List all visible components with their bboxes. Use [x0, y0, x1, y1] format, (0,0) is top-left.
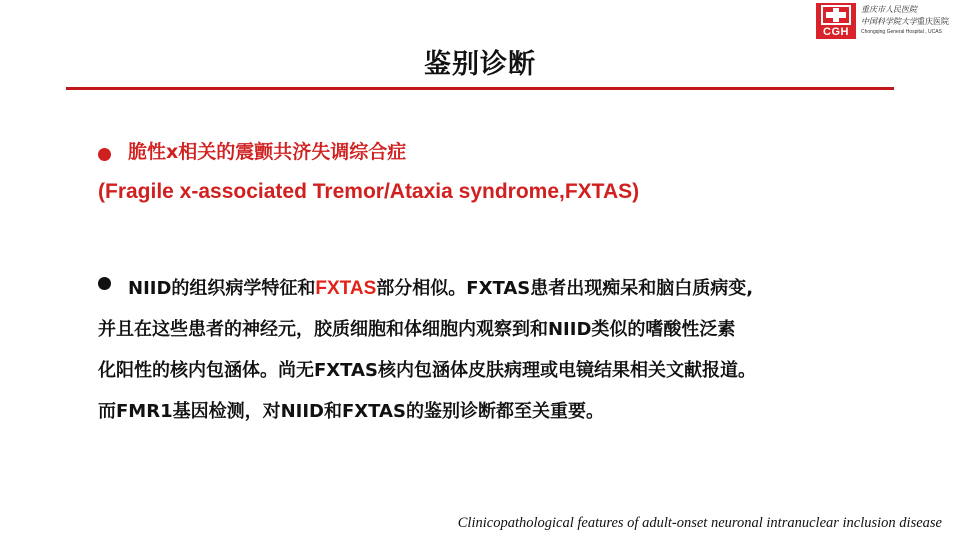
page-title: 鉴别诊断: [424, 49, 536, 80]
logo-abbreviation: CGH: [823, 26, 849, 38]
title-divider: [66, 87, 894, 90]
paragraph-line-3: 化阳性的核内包涵体。尚无FXTAS核内包涵体皮肤病理或电镜结果相关文献报道。: [98, 360, 756, 381]
paragraph-text-segment: 部分相似。FXTAS患者出现痴呆和脑白质病变,: [376, 278, 754, 299]
logo-university-name: [861, 16, 949, 27]
paragraph-line-4: 而FMR1基因检测，对NIID和FXTAS的鉴别诊断都至关重要。: [98, 401, 604, 422]
paragraph-text-segment: NIID的组织病学特征和: [128, 278, 316, 299]
hospital-cross-icon: [820, 5, 852, 25]
bullet-heading: 脆性x相关的震颤共济失调综合症: [128, 141, 407, 163]
logo-hospital-name: 重庆市人民医院: [861, 5, 917, 14]
citation: Clinicopathological features of adult-onset neuronal intranuclear inclusion disease: [457, 515, 942, 531]
bullet-subtitle: (Fragile x-associated Tremor/Ataxia syndrome,FXTAS): [98, 180, 640, 203]
logo-english-name: Chongqing General Hospital , UCAS: [861, 29, 942, 35]
hospital-logo: [816, 3, 956, 41]
paragraph-line-1: [98, 278, 753, 299]
logo-mark: [816, 3, 856, 39]
logo-branch-name: 重庆医院: [917, 17, 949, 26]
bullet-paragraph: [98, 268, 950, 432]
logo-university-script: 中国科学院大学: [861, 17, 917, 26]
bullet-dot-icon: [98, 148, 111, 161]
paragraph-line-2: 并且在这些患者的神经元，胶质细胞和体细胞内观察到和NIID类似的嗜酸性泛素: [98, 319, 736, 340]
highlight-term: FXTAS: [315, 278, 377, 299]
